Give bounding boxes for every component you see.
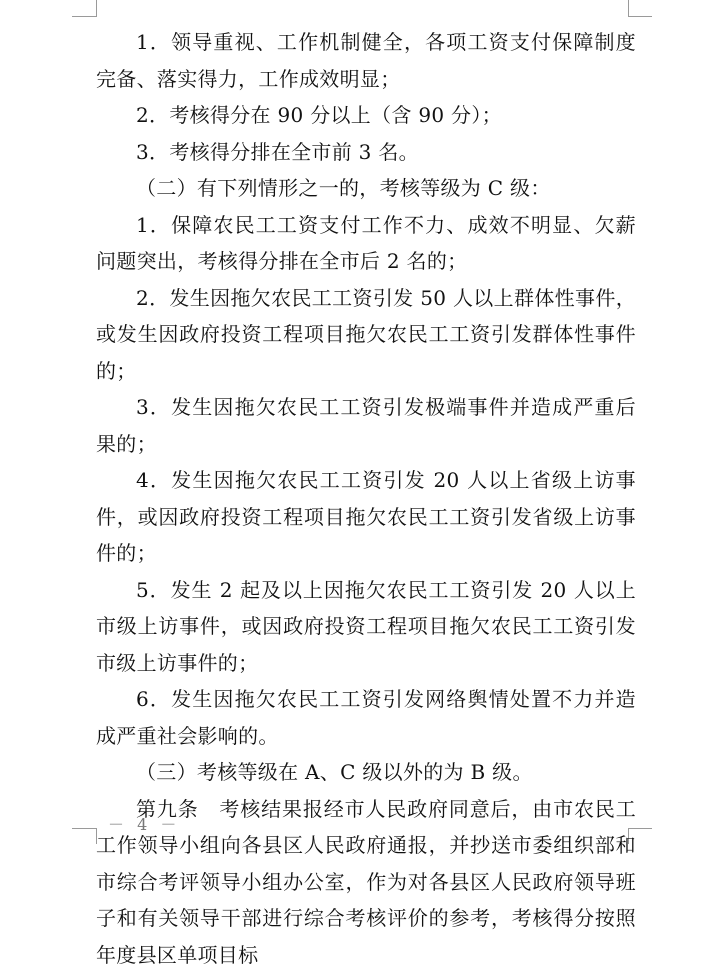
crop-mark-top-left-h <box>72 16 97 17</box>
paragraph: 3．考核得分排在全市前 3 名。 <box>96 134 636 171</box>
crop-mark-top-right-v <box>628 0 629 16</box>
page-number: － 4 － <box>108 812 180 835</box>
crop-mark-bottom-left-h <box>72 828 97 829</box>
section-heading: （二）有下列情形之一的，考核等级为 C 级： <box>96 170 636 207</box>
paragraph: 3．发生因拖欠农民工工资引发极端事件并造成严重后果的； <box>96 389 636 462</box>
section-heading: （三）考核等级在 A、C 级以外的为 B 级。 <box>96 754 636 791</box>
paragraph: 2．考核得分在 90 分以上（含 90 分）； <box>96 97 636 134</box>
paragraph: 6．发生因拖欠农民工工资引发网络舆情处置不力并造成严重社会影响的。 <box>96 681 636 754</box>
paragraph: 2．发生因拖欠农民工工资引发 50 人以上群体性事件，或发生因政府投资工程项目拖欠农民工工资引发群体性事件的； <box>96 280 636 390</box>
crop-mark-top-right-h <box>628 16 652 17</box>
crop-mark-top-left-v <box>96 0 97 16</box>
paragraph: 1．保障农民工工资支付工作不力、成效不明显、欠薪问题突出，考核得分排在全市后 2 名的； <box>96 207 636 280</box>
paragraph: 1．领导重视、工作机制健全，各项工资支付保障制度完备、落实得力，工作成效明显； <box>96 24 636 97</box>
paragraph: 4．发生因拖欠农民工工资引发 20 人以上省级上访事件，或因政府投资工程项目拖欠农民工工资引发省级上访事件的； <box>96 462 636 572</box>
article-paragraph: 第九条 考核结果报经市人民政府同意后，由市农民工工作领导小组向各县区人民政府通报，并抄送市委组织部和市综合考评领导小组办公室，作为对各县区人民政府领导班子和有关领导干部进行综合考核评价的参考，考核得分按照年度县区单项目标 <box>96 791 636 973</box>
paragraph: 5．发生 2 起及以上因拖欠农民工工资引发 20 人以上市级上访事件，或因政府投资工程项目拖欠农民工工资引发市级上访事件的； <box>96 572 636 682</box>
